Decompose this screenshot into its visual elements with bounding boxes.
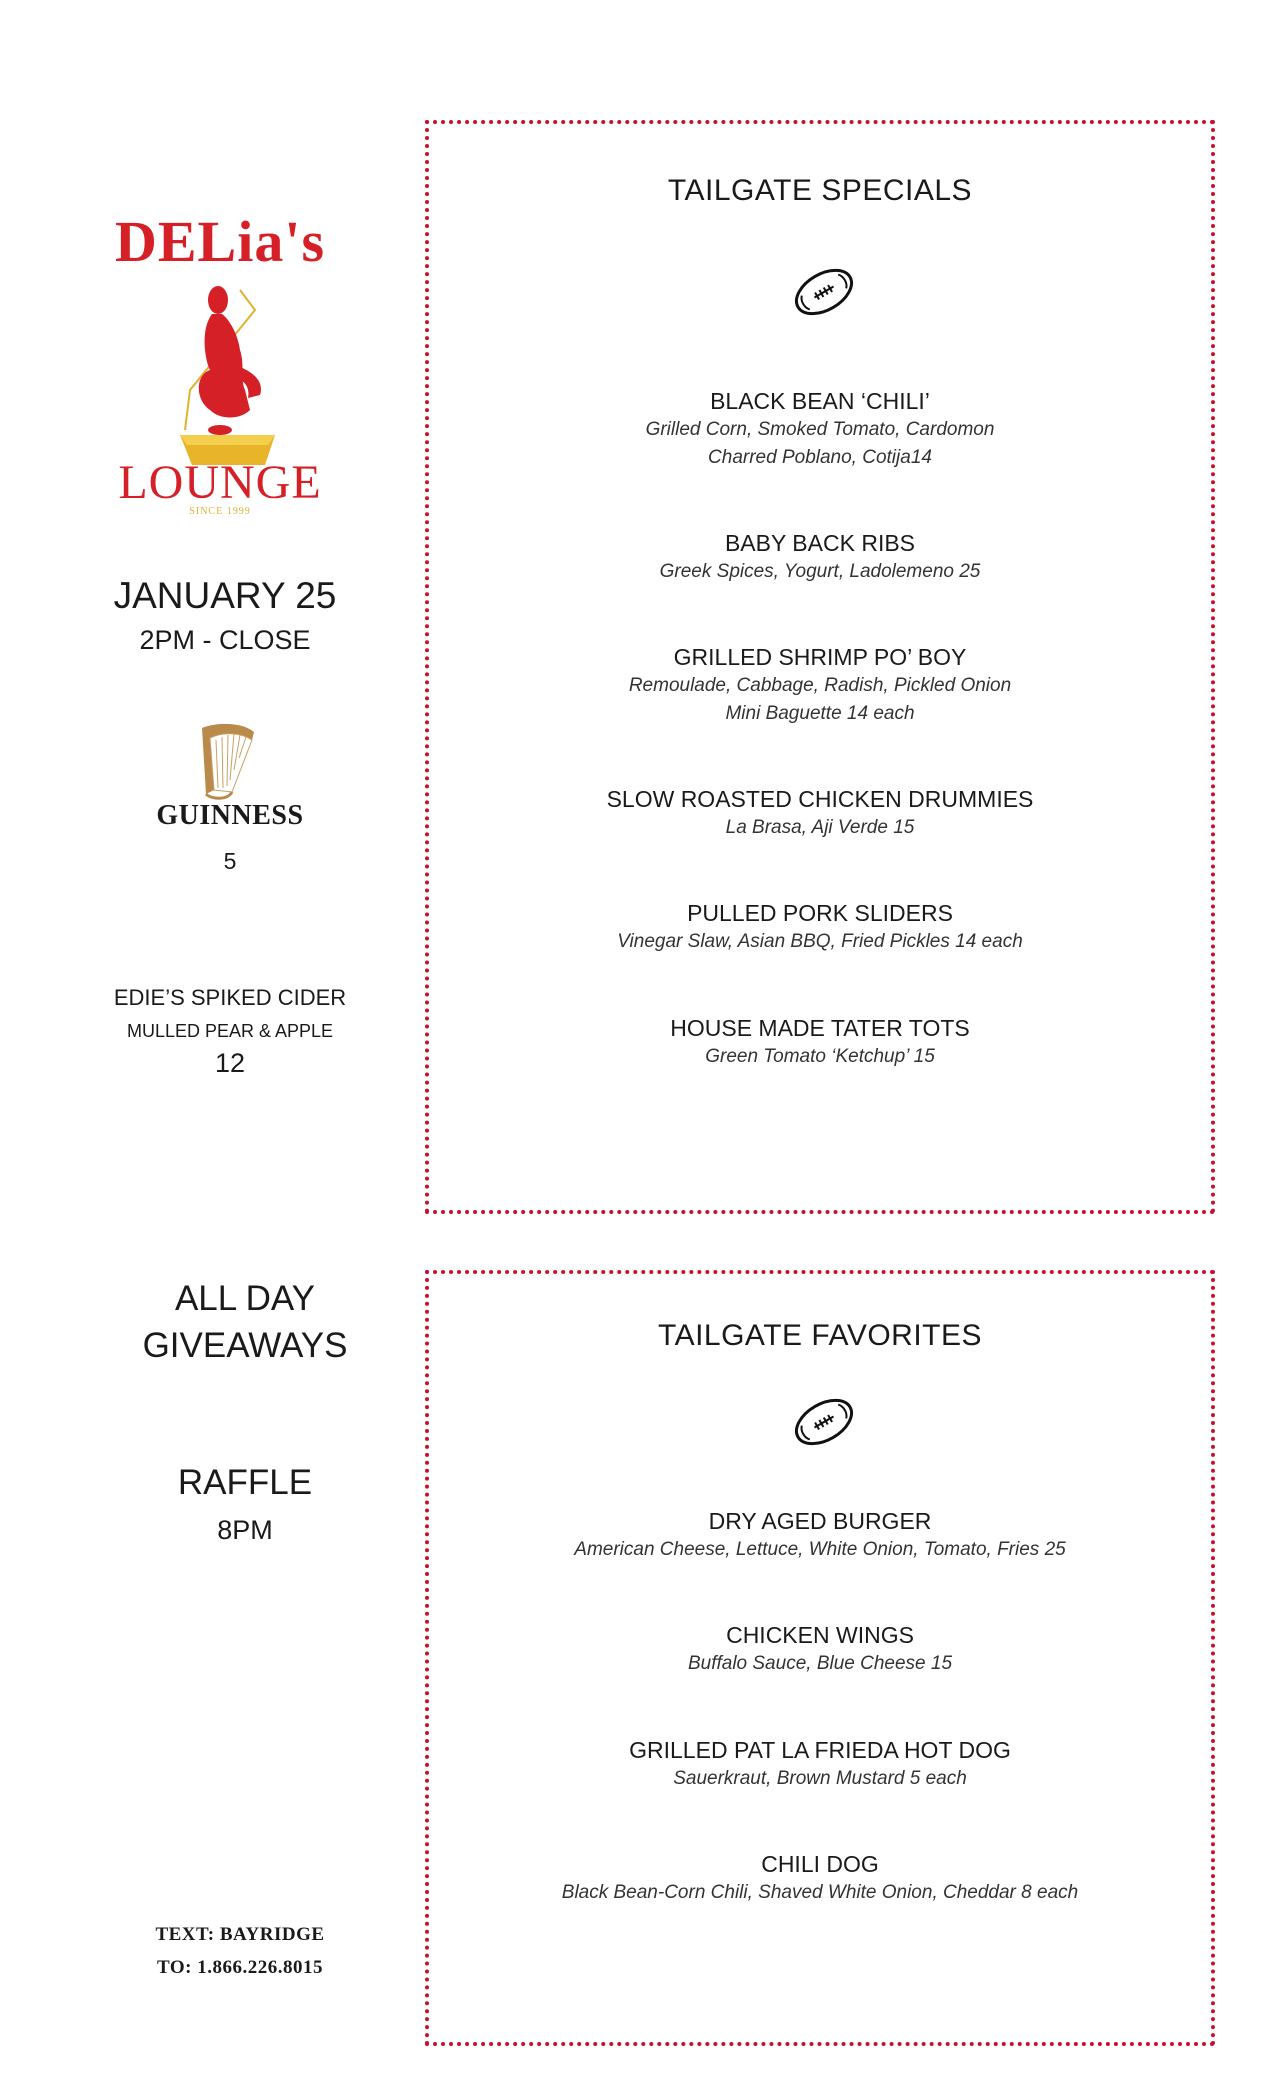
- item-desc: Grilled Corn, Smoked Tomato, Cardomon: [645, 419, 995, 440]
- football-icon: [789, 1392, 859, 1452]
- item-desc: Sauerkraut, Brown Mustard 5 each: [673, 1768, 967, 1789]
- specials-title: TAILGATE SPECIALS: [667, 174, 973, 207]
- menu-item: [429, 1735, 1211, 1793]
- item-desc: American Cheese, Lettuce, White Onion, Tomato, Fries 25: [574, 1539, 1066, 1560]
- event-date: JANUARY 25: [113, 575, 337, 616]
- cider-name: EDIE’S SPIKED CIDER: [113, 985, 347, 1010]
- item-desc: La Brasa, Aji Verde 15: [725, 817, 915, 838]
- item-desc: Greek Spices, Yogurt, Ladolemeno 25: [659, 561, 981, 582]
- item-name: GRILLED PAT LA FRIEDA HOT DOG: [629, 1737, 1011, 1763]
- beer-name: GUINNESS: [156, 800, 304, 831]
- logo-since: SINCE 1999: [189, 506, 251, 517]
- item-name: CHICKEN WINGS: [726, 1622, 914, 1648]
- giveaways-line1: ALL DAY: [174, 1279, 316, 1318]
- menu-item: [429, 1849, 1211, 1907]
- favorites-title: TAILGATE FAVORITES: [657, 1319, 983, 1352]
- menu-item: [429, 528, 1211, 586]
- item-name: BLACK BEAN ‘CHILI’: [710, 388, 930, 414]
- menu-item: [429, 1506, 1211, 1564]
- seated-figure-logo-icon: [150, 270, 310, 470]
- football-icon: [789, 262, 859, 322]
- harp-icon: [192, 720, 262, 802]
- item-name: BABY BACK RIBS: [724, 530, 916, 556]
- item-desc: Charred Poblano, Cotija14: [708, 447, 932, 468]
- item-desc: Green Tomato ‘Ketchup’ 15: [705, 1046, 935, 1067]
- item-name: DRY AGED BURGER: [708, 1508, 932, 1534]
- cider-price: 12: [214, 1048, 246, 1078]
- text-number: TO: 1.866.226.8015: [157, 1957, 323, 1978]
- menu-item: [429, 784, 1211, 842]
- raffle-heading: RAFFLE: [177, 1463, 313, 1502]
- item-name: PULLED PORK SLIDERS: [687, 900, 953, 926]
- text-keyword: TEXT: BAYRIDGE: [155, 1924, 325, 1945]
- specials-box: [425, 120, 1215, 1214]
- item-desc: Mini Baguette 14 each: [725, 703, 915, 724]
- item-name: HOUSE MADE TATER TOTS: [670, 1015, 970, 1041]
- menu-item: [429, 386, 1211, 472]
- logo-wordmark-top: DELiа's: [114, 209, 326, 274]
- menu-item: [429, 898, 1211, 956]
- item-name: SLOW ROASTED CHICKEN DRUMMIES: [606, 786, 1034, 812]
- item-desc: Remoulade, Cabbage, Radish, Pickled Onion: [628, 675, 1012, 696]
- item-desc: Black Bean-Corn Chili, Shaved White Onion, Cheddar 8 each: [561, 1882, 1079, 1903]
- favorites-box: [425, 1270, 1215, 2046]
- giveaways-heading: [110, 1275, 380, 1369]
- item-name: GRILLED SHRIMP PO’ BOY: [673, 644, 967, 670]
- beer-price: 5: [223, 848, 237, 874]
- event-time: 2PM - CLOSE: [139, 625, 311, 655]
- item-name: CHILI DOG: [761, 1851, 879, 1877]
- item-desc: Buffalo Sauce, Blue Cheese 15: [687, 1653, 953, 1674]
- text-contact: [120, 1918, 360, 1984]
- menu-item: [429, 642, 1211, 728]
- giveaways-line2: GIVEAWAYS: [142, 1326, 348, 1365]
- item-desc: Vinegar Slaw, Asian BBQ, Fried Pickles 14 each: [617, 931, 1023, 952]
- cider-subtitle: MULLED PEAR & APPLE: [126, 1021, 334, 1041]
- logo-wordmark-bottom: LOUNGE: [118, 456, 322, 509]
- raffle-time: 8PM: [217, 1515, 273, 1545]
- menu-item: [429, 1013, 1211, 1071]
- menu-item: [429, 1620, 1211, 1678]
